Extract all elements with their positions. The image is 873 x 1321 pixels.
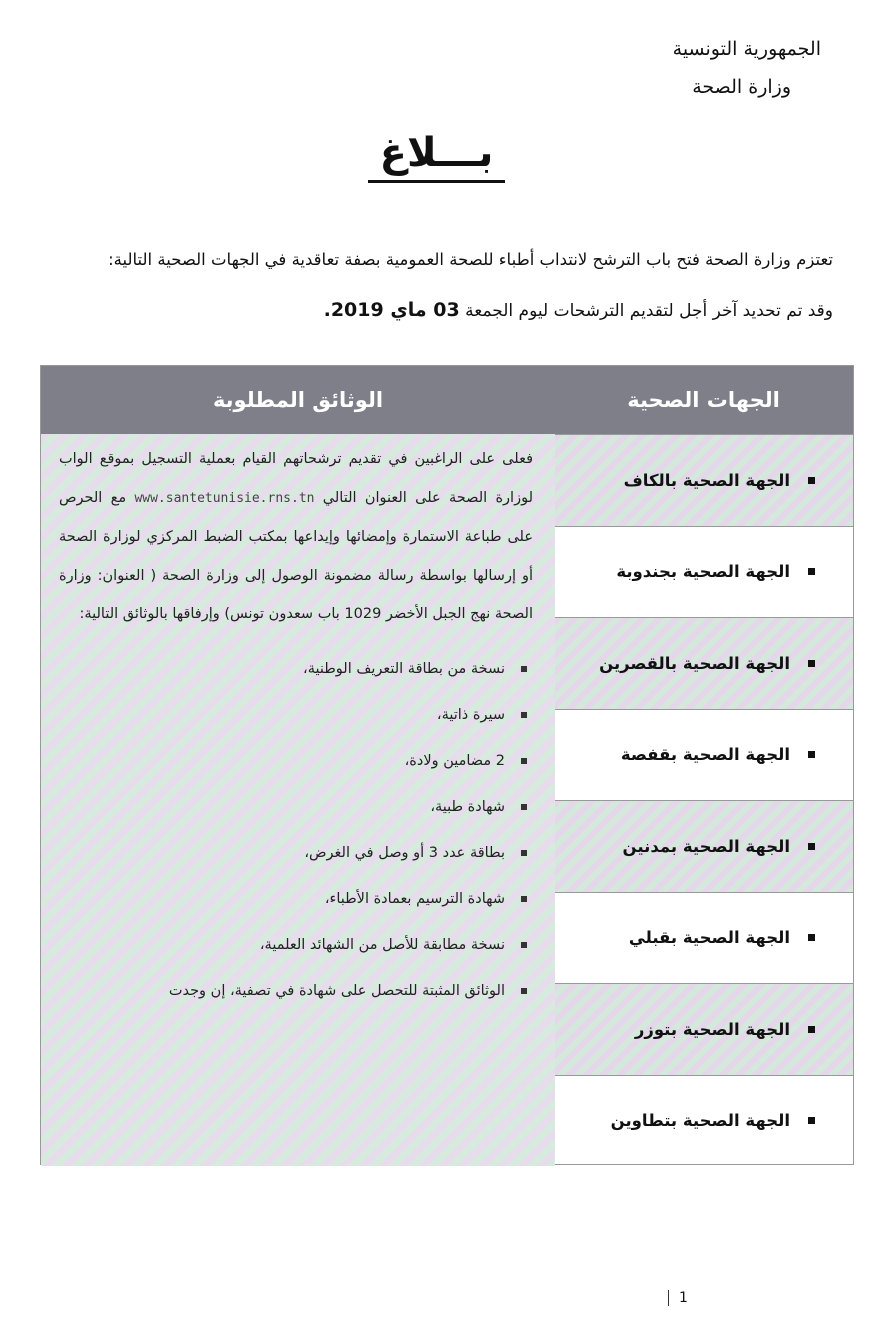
document-item-text: نسخة من بطاقة التعريف الوطنية،	[303, 660, 505, 677]
document-item	[59, 922, 533, 968]
document-item-text: شهادة الترسيم بعمادة الأطباء،	[324, 890, 505, 907]
region-name: الجهة الصحية بالكاف	[623, 470, 790, 490]
documents-instructions	[59, 440, 533, 634]
bullet-icon	[808, 1117, 815, 1124]
intro-deadline-date: 03 ماي 2019.	[323, 299, 460, 321]
region-row	[554, 617, 853, 709]
region-row	[554, 983, 853, 1075]
bullet-icon	[808, 568, 815, 575]
bullet-icon	[521, 942, 527, 948]
region-row	[554, 526, 853, 618]
letterhead-ministry: وزارة الصحة	[692, 76, 791, 98]
document-item	[59, 830, 533, 876]
region-row	[554, 1075, 853, 1167]
page-title-text: بـــلاغ	[368, 130, 506, 183]
intro-text	[43, 244, 833, 327]
region-name: الجهة الصحية بتوزر	[634, 1019, 790, 1039]
regions-column	[553, 366, 853, 1164]
document-item	[59, 692, 533, 738]
document-item-text: بطاقة عدد 3 أو وصل في الغرض،	[304, 844, 505, 861]
bullet-icon	[521, 666, 527, 672]
documents-body	[41, 434, 555, 1166]
document-item-text: سيرة ذاتية،	[436, 706, 505, 723]
intro-line-1: تعتزم وزارة الصحة فتح باب الترشح لانتداب أطباء للصحة العمومية بصفة تعاقدية في الجهات الصحية التالية:	[108, 250, 833, 269]
document-item-text: نسخة مطابقة للأصل من الشهائد العلمية،	[259, 936, 505, 953]
bullet-icon	[521, 804, 527, 810]
bullet-icon	[808, 477, 815, 484]
region-row	[554, 892, 853, 984]
region-name: الجهة الصحية بتطاوين	[610, 1111, 790, 1131]
letterhead-republic: الجمهورية التونسية	[672, 38, 821, 60]
website-link[interactable]: www.santetunisie.rns.tn	[134, 490, 315, 506]
bullet-icon	[521, 712, 527, 718]
document-item-text: 2 مضامين ولادة،	[404, 752, 505, 769]
region-row	[554, 800, 853, 892]
regions-header: الجهات الصحية	[554, 366, 853, 434]
page-number: 1	[668, 1290, 688, 1306]
document-item-text: الوثائق المثبتة للتحصل على شهادة في تصفية، إن وجدت	[168, 982, 505, 999]
bullet-icon	[521, 850, 527, 856]
regions-list	[554, 434, 853, 1166]
region-name: الجهة الصحية بقفصة	[620, 745, 790, 765]
intro-line-2	[43, 294, 833, 327]
documents-column	[41, 366, 555, 1164]
bullet-icon	[808, 843, 815, 850]
regions-documents-table	[40, 365, 854, 1165]
documents-header: الوثائق المطلوبة	[41, 366, 555, 434]
region-row	[554, 434, 853, 526]
region-name: الجهة الصحية بالقصرين	[599, 653, 790, 673]
region-name: الجهة الصحية بجندوبة	[616, 562, 790, 582]
intro-deadline-text: وقد تم تحديد آخر أجل لتقديم الترشحات ليوم الجمعة	[465, 301, 833, 321]
document-item	[59, 968, 533, 1014]
bullet-icon	[808, 1026, 815, 1033]
documents-instructions-after: مع الحرص على طباعة الاستمارة وإمضائها وإيداعها بمكتب الضبط المركزي لوزارة الصحة أو إرسالها بواسطة رسالة مضمونة الوصول إلى وزارة الصحة ( العنوان: وزارة الصحة نهج الجبل الأخضر 1029 باب سعدون تونس) وإرفاقها بالوثائق التالية:	[59, 489, 533, 622]
document-item	[59, 646, 533, 692]
documents-instructions-before: فعلى على الراغبين في تقديم ترشحاتهم القيام بعملية التسجيل بموقع الواب لوزارة الصحة على العنوان التالي	[59, 451, 533, 506]
page-title	[0, 130, 873, 183]
bullet-icon	[521, 758, 527, 764]
document-item-text: شهادة طبية،	[430, 798, 505, 815]
document-item	[59, 784, 533, 830]
bullet-icon	[521, 896, 527, 902]
document-item	[59, 876, 533, 922]
region-name: الجهة الصحية بقبلي	[628, 928, 790, 948]
bullet-icon	[808, 934, 815, 941]
region-row	[554, 709, 853, 801]
region-name: الجهة الصحية بمدنين	[622, 836, 790, 856]
required-documents-list	[59, 646, 533, 1014]
letterhead	[581, 30, 821, 106]
bullet-icon	[808, 751, 815, 758]
bullet-icon	[521, 988, 527, 994]
document-item	[59, 738, 533, 784]
bullet-icon	[808, 660, 815, 667]
